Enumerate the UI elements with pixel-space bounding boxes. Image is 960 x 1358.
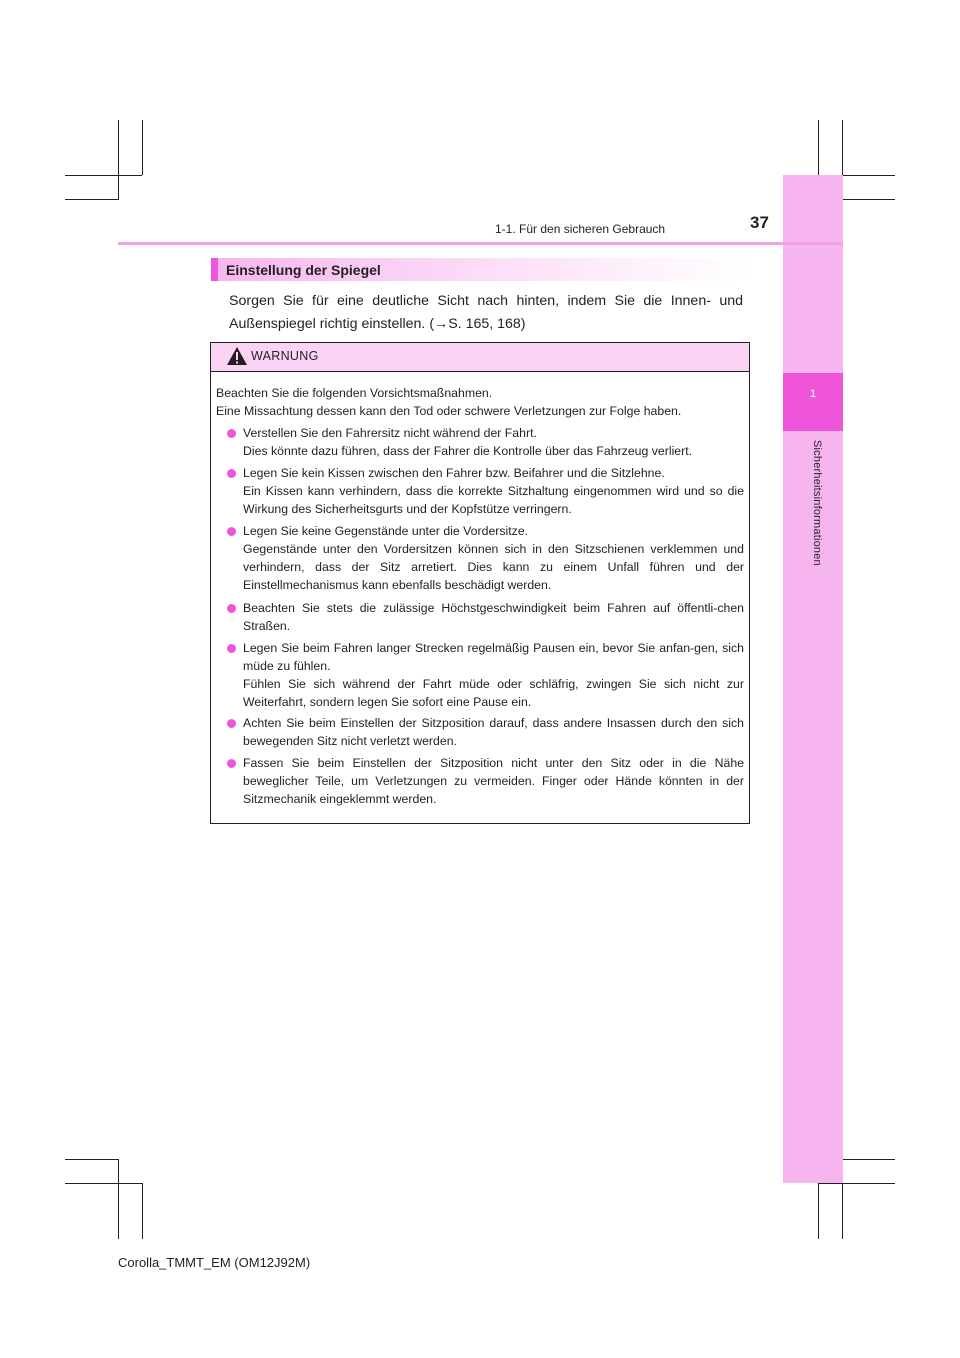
bullet-dot-icon — [227, 759, 236, 768]
warning-triangle-icon — [226, 346, 248, 366]
crop-mark — [118, 120, 119, 200]
warning-item-body: Ein Kissen kann verhindern, dass die korrekte Sitzhaltung eingenommen wird und so die Wirkung des Sicherheitsgurts und der Kopfstütze verringern. — [243, 484, 744, 516]
document-id: Corolla_TMMT_EM (OM12J92M) — [118, 1255, 311, 1270]
warning-item — [227, 754, 744, 808]
crop-mark — [818, 1183, 819, 1239]
crop-mark — [142, 1183, 143, 1239]
warning-label: WARNUNG — [251, 349, 319, 363]
page-number: 37 — [750, 213, 769, 232]
warning-item — [227, 464, 744, 518]
warning-item-title: Beachten Sie stets die zulässige Höchstgeschwindigkeit beim Fahren auf öffentli-chen Straßen. — [243, 601, 744, 633]
warning-item — [227, 522, 744, 594]
section-intro: Sorgen Sie für eine deutliche Sicht nach hinten, indem Sie die Innen- und Außenspiegel richtig einstellen. (→S. 165, 168) — [229, 293, 743, 332]
warning-intro-line: Eine Missachtung dessen kann den Tod oder schwere Verletzungen zur Folge haben. — [216, 404, 682, 418]
warning-item-title: Legen Sie kein Kissen zwischen den Fahrer bzw. Beifahrer und die Sitzlehne. — [243, 466, 665, 480]
warning-item-title: Legen Sie keine Gegenstände unter die Vordersitze. — [243, 524, 529, 538]
warning-item-title: Verstellen Sie den Fahrersitz nicht während der Fahrt. — [243, 426, 537, 440]
warning-item-title: Achten Sie beim Einstellen der Sitzposition darauf, dass andere Insassen durch den sich bewegenden Sitz nicht verletzt werden. — [243, 716, 744, 748]
warning-item-body: Gegenstände unter den Vordersitzen können sich in den Sitzschienen verklemmen und verhindern, dass der Sitz arretiert. Dies kann zu einem Unfall führen und der Einstellmechanismus kann ebenfalls beschädigt werden. — [243, 542, 744, 592]
bullet-dot-icon — [227, 429, 236, 438]
header-rule — [118, 242, 843, 245]
crop-mark — [65, 1159, 118, 1160]
crop-mark — [142, 120, 143, 175]
bullet-dot-icon — [227, 527, 236, 536]
crop-mark — [65, 1183, 142, 1184]
warning-item-title: Legen Sie beim Fahren langer Strecken regelmäßig Pausen ein, bevor Sie anfan-gen, sich müde zu fühlen. — [243, 641, 744, 673]
bullet-dot-icon — [227, 604, 236, 613]
bullet-dot-icon — [227, 644, 236, 653]
chapter-title: Sicherheitsinformationen — [811, 440, 823, 566]
warning-item-body: Dies könnte dazu führen, dass der Fahrer die Kontrolle über das Fahrzeug verliert. — [243, 444, 693, 458]
crop-mark — [118, 1159, 119, 1239]
chapter-number-box — [783, 373, 843, 431]
warning-intro-line: Beachten Sie die folgenden Vorsichtsmaßnahmen. — [216, 386, 493, 400]
crop-mark — [65, 175, 142, 176]
section-title: Einstellung der Spiegel — [226, 262, 381, 278]
bullet-dot-icon — [227, 719, 236, 728]
crop-mark — [842, 199, 895, 200]
bullet-dot-icon — [227, 469, 236, 478]
warning-item — [227, 424, 744, 460]
warning-item-body: Fühlen Sie sich während der Fahrt müde oder schläfrig, zwingen Sie sich nicht zur Weiterfahrt, sondern legen Sie sofort eine Pause ein. — [243, 677, 744, 709]
crop-mark — [65, 199, 118, 200]
chapter-number: 1 — [809, 388, 817, 400]
crop-mark — [818, 1183, 895, 1184]
section-path: 1-1. Für den sicheren Gebrauch — [495, 222, 666, 236]
warning-item — [227, 714, 744, 750]
warning-item — [227, 599, 744, 635]
warning-item — [227, 639, 744, 711]
section-heading-accent — [211, 258, 218, 281]
warning-item-title: Fassen Sie beim Einstellen der Sitzposition nicht unter den Sitz oder in die Nähe beweglicher Teile, um Verletzungen zu vermeiden. Finger oder Hände könnten in der Sitzmechanik eingeklemmt werden. — [243, 756, 744, 806]
chapter-side-tab — [783, 175, 843, 1183]
crop-mark — [842, 120, 843, 175]
crop-mark — [842, 1159, 895, 1160]
warning-intro — [216, 384, 746, 420]
